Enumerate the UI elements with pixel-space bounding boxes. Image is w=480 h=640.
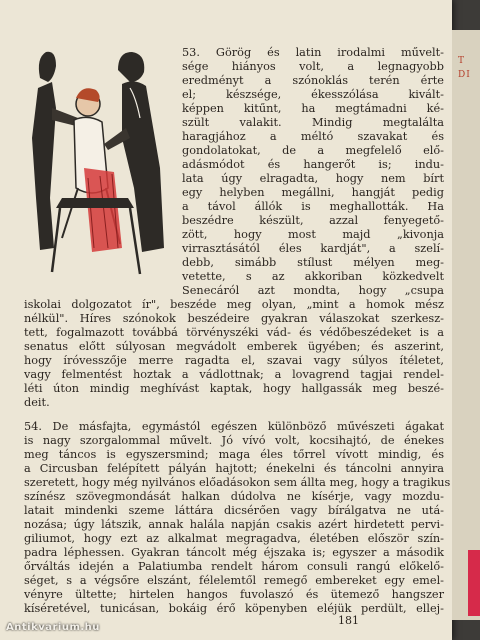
text-line: latait mindenki szeme láttára dicsérően vagy bírálgatva ne utá- xyxy=(24,504,444,517)
text-line: léti úton mindig meghívást kaptak, hogy hallgassák meg beszé- xyxy=(24,382,444,395)
page-number: 181 xyxy=(338,614,359,627)
text-line: szeretett, hogy még nyilvános előadásokon sem állta meg, hogy a tragikus xyxy=(24,476,451,489)
text-line: gondolatokat, de a megfelelő elő- xyxy=(182,144,444,157)
text-line: a távol állók is meghallották. Ha xyxy=(182,200,444,213)
text-line: padra léphessen. Gyakran táncolt még éjszaka is; egyszer a második xyxy=(24,546,444,559)
edge-text: DI xyxy=(458,70,471,80)
text-line: debb, simább stílust mélyen meg- xyxy=(182,256,444,269)
text-line: deit. xyxy=(24,396,50,409)
text-line: 54. De másfajta, egymástól egészen különböző művészeti ágakat xyxy=(24,420,444,433)
text-line: virrasztásától éles kardját", a szelí- xyxy=(182,242,444,255)
text-line: Senecáról azt mondta, hogy „csupa xyxy=(182,284,444,297)
bookmark-tab xyxy=(468,550,480,616)
text-line: vagy felmentést hoztak a vádlottnak; a lovagrend tagjai rendel- xyxy=(24,368,444,381)
text-line: tett, fogalmazott továbbá törvényszéki vád- és védőbeszédeket is a xyxy=(24,326,444,339)
text-line: vényre ültette; hirtelen hangos fuvolaszó és ütemező hangszer xyxy=(24,588,444,601)
text-line: beszédre készült, azzal fenyegető- xyxy=(182,214,444,227)
text-line: haragjához a méltó szavakat és xyxy=(182,130,444,143)
text-line: őrváltás idején a Palatiumba rendelt három consuli rangú előkelő- xyxy=(24,560,444,573)
text-line: vetette, s az akkoriban közkedvelt xyxy=(182,270,444,283)
text-line: eredményt a szónoklás terén érte xyxy=(182,74,444,87)
edge-text: T xyxy=(458,56,466,66)
text-line: iskolai dolgozatot ír", beszéde meg olyan, „mint a homok mész xyxy=(24,298,444,311)
next-page-edge xyxy=(452,30,480,620)
text-line: szült valakit. Mindig megtalálta xyxy=(182,116,444,129)
text-line: meg táncos is egyszersmind; maga éles tőrrel vívott mindig, és xyxy=(24,448,444,461)
text-line: színész szövegmondását halkan dúdolva ne kísérje, vagy mozdu- xyxy=(24,490,444,503)
text-line: séget, s a végsőre elszánt, félelemtől remegő embereket egy emel- xyxy=(24,574,444,587)
text-line: egy helyben megállni, hangját pedig xyxy=(182,186,444,199)
text-line: is nagy szorgalommal művelt. Jó vívó volt, kocsihajtó, de énekes xyxy=(24,434,444,447)
text-line: zött, hogy most majd „kivonja xyxy=(182,228,444,241)
text-line: kíséretével, tunicásan, bokáig érő köpenyben eléjük perdült, ellej- xyxy=(24,602,444,615)
text-line: 53. Görög és latin irodalmi művelt- xyxy=(182,46,444,59)
text-line: adásmódot és hangerőt is; indu- xyxy=(182,158,444,171)
text-line: el; készsége, ékesszólása kivált- xyxy=(182,88,444,101)
text-line: nélkül". Híres szónokok beszédeire gyakran válaszokat szerkesz- xyxy=(24,312,444,325)
text-line: nozása; úgy látszik, annak halála napján csakis azért hirdetett pervi- xyxy=(24,518,444,531)
text-line: hogy íróvesszője merre ragadta el, szavai vagy súlyos ítéletet, xyxy=(24,354,444,367)
text-line: senatus előtt súlyosan megvádolt emberek ügyében; és aszerint, xyxy=(24,340,444,353)
watermark: Antikvarium.hu xyxy=(6,622,100,633)
text-line: giliumot, hogy ezt az alkalmat megragadva, életében először szín- xyxy=(24,532,444,545)
text-line: a Circusban felépített pályán hajtott; énekelni és táncolni annyira xyxy=(24,462,444,475)
text-line: képpen kitűnt, ha megtámadni ké- xyxy=(182,102,444,115)
text-line: lata úgy elragadta, hogy nem bírt xyxy=(182,172,444,185)
text-line: sége hiányos volt, a legnagyobb xyxy=(182,60,444,73)
